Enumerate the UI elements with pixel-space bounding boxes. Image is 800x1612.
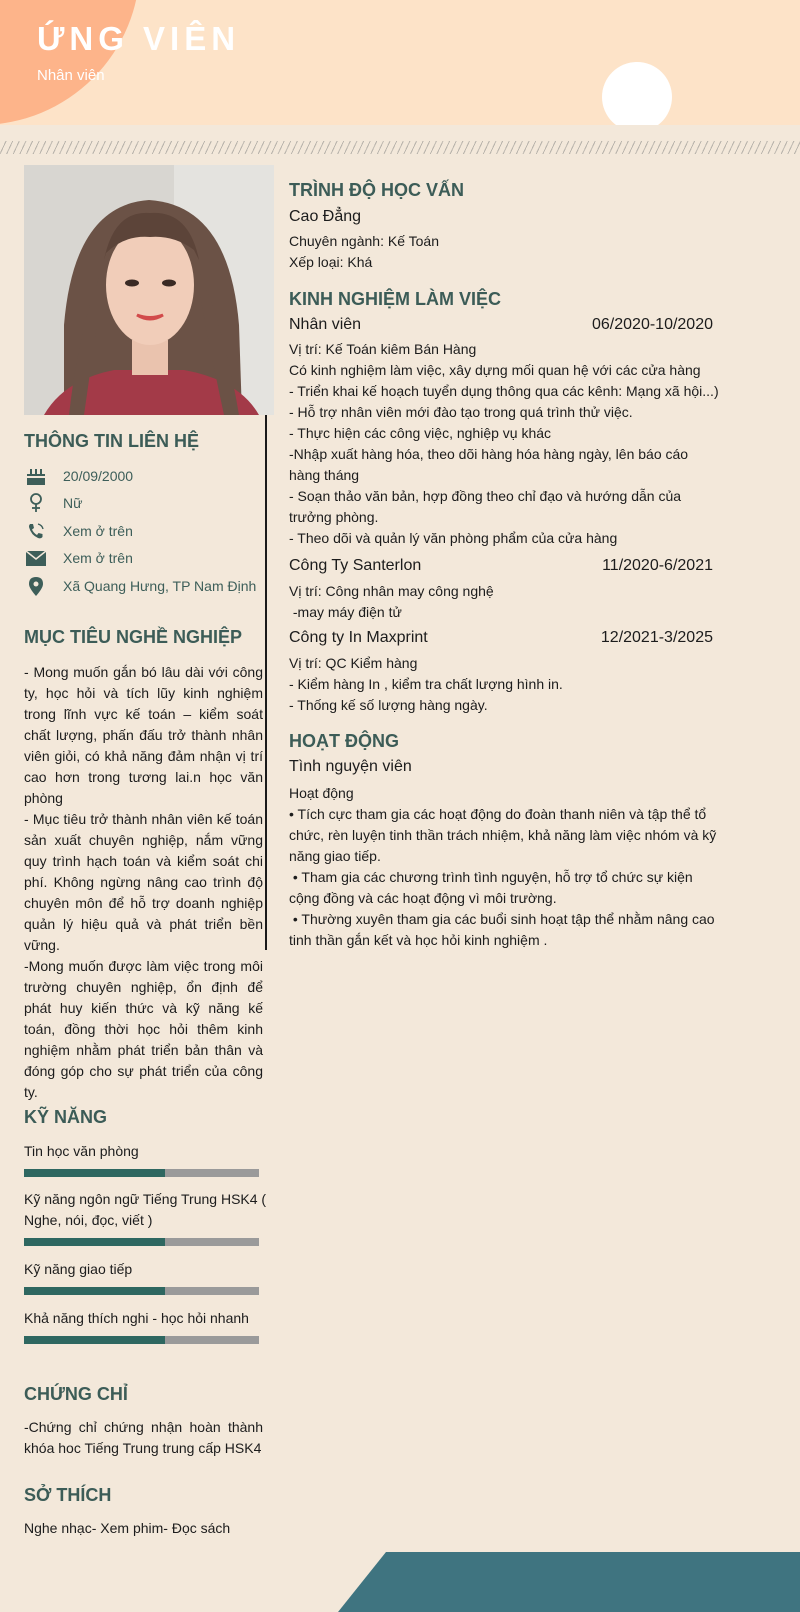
female-icon: [24, 493, 48, 513]
skill-bar-fill: [24, 1336, 165, 1344]
job-line: - Thống kế số lượng hàng ngày.: [289, 697, 488, 713]
birthday-cake-icon: [24, 466, 48, 486]
skill-bar: [24, 1336, 259, 1344]
job-details: [289, 653, 719, 716]
job-line: Vị trí: QC Kiểm hàng: [289, 655, 418, 671]
education-section-title: TRÌNH ĐỘ HỌC VẤN: [289, 180, 464, 200]
job-line: Vị trí: Kế Toán kiêm Bán Hàng: [289, 341, 477, 357]
education-school: Cao Đẳng: [289, 208, 362, 225]
job-line: Có kinh nghiệm làm việc, xây dựng mối quan hệ với các cửa hàng: [289, 362, 701, 378]
skill-label: Kỹ năng ngôn ngữ Tiếng Trung HSK4 ( Nghe, nói, đọc, viết ): [24, 1191, 267, 1228]
job-company: Công ty In Maxprint: [289, 629, 428, 646]
activity-line: • Tham gia các chương trình tình nguyện, hỗ trợ tổ chức sự kiện: [289, 869, 693, 885]
header-banner: [0, 0, 800, 125]
header-decor-circle: [602, 62, 672, 125]
contact-section-title: THÔNG TIN LIÊN HỆ: [24, 431, 199, 451]
objective-section-title: MỤC TIÊU NGHỀ NGHIỆP: [24, 627, 243, 647]
education-details: [289, 231, 719, 273]
skill-bar-fill: [24, 1169, 165, 1177]
contact-phone: [24, 519, 133, 543]
skill-label: Tin học văn phòng: [24, 1143, 139, 1159]
job-period: 11/2020-6/2021: [602, 557, 713, 574]
phone-icon: [24, 521, 48, 541]
activity-line: • Tích cực tham gia các hoạt động do đoàn thanh niên và tập thể tổ: [289, 806, 707, 822]
hobbies-section-title: SỞ THÍCH: [24, 1485, 112, 1505]
contact-email: [24, 546, 133, 570]
skill-bar: [24, 1287, 259, 1295]
certificates-text: -Chứng chỉ chứng nhận hoàn thành khóa hoc Tiếng Trung trung cấp HSK4: [24, 1419, 263, 1456]
job-company: Công Ty Santerlon: [289, 557, 422, 574]
activities-role: Tình nguyện viên: [289, 758, 412, 775]
activities-details: [289, 783, 719, 951]
skill-bar-fill: [24, 1238, 165, 1246]
job-period: 12/2021-3/2025: [600, 629, 713, 646]
education-line: Xếp loại: Khá: [289, 254, 373, 270]
job-line: Vị trí: Công nhân may công nghệ: [289, 583, 494, 599]
job-line: hàng tháng: [289, 467, 360, 483]
activity-line: Hoạt động: [289, 785, 354, 801]
email-text: Xem ở trên: [63, 550, 133, 566]
job-line: -Nhập xuất hàng hóa, theo dõi hàng hóa hàng ngày, lên báo cáo: [289, 446, 689, 462]
job-period: 06/2020-10/2020: [592, 316, 713, 333]
address-text: Xã Quang Hưng, TP Nam Định: [63, 578, 257, 594]
contact-gender: [24, 491, 82, 515]
job-line: - Hỗ trợ nhân viên mới đào tạo trong quá trình thử việc.: [289, 404, 633, 420]
job-line: trưởng phòng.: [289, 509, 379, 525]
candidate-role: Nhân viên: [37, 67, 105, 84]
job-line: - Thực hiện các công việc, nghiệp vụ khác: [289, 425, 552, 441]
skill-bar: [24, 1169, 259, 1177]
activity-line: chức, rèn luyện tinh thần trách nhiệm, khả năng làm việc nhóm và kỹ: [289, 827, 717, 843]
certificates-section-title: CHỨNG CHỈ: [24, 1384, 128, 1404]
phone-text: Xem ở trên: [63, 523, 133, 539]
candidate-name: ỨNG VIÊN: [37, 20, 241, 57]
objective-text: - Mong muốn gắn bó lâu dài với công ty, học hỏi và tích lũy kinh nghiệm trong lĩnh vực kế toán – kiểm soát chất lượng, phấn đấu trở thành nhân viên giỏi, có khả năng đảm nhận vị trí cao hơn trong tương lai.n học văn phòng - Mục tiêu trở thành nhân viên kế toán sản xuất chuyên nghiệp, nắm vững quy trình hạch toán và kiểm soát chi phí. Không ngừng nâng cao trình độ chuyên môn để hỗ trợ doanh nghiệp quản lý hiệu quả và phát triển bền vững. -Mong muốn được làm việc trong môi trường chuyên nghiệp, ổn định để phát huy kiến thức và kỹ năng kế toán, đồng thời học hỏi thêm kinh nghiệm nhằm phát triển bản thân và đóng góp cho sự phát triển của công ty.: [24, 664, 263, 1100]
skills-section-title: KỸ NĂNG: [24, 1107, 108, 1127]
contact-birthday: [24, 464, 133, 488]
map-marker-icon: [24, 576, 48, 596]
skill-label: Kỹ năng giao tiếp: [24, 1261, 133, 1277]
hatch-divider: [0, 141, 800, 154]
job-company: Nhân viên: [289, 316, 362, 333]
contact-address: [24, 574, 256, 598]
header-decor-shape: [0, 0, 140, 125]
job-line: - Soạn thảo văn bản, hợp đồng theo chỉ đạo và hướng dẫn của: [289, 488, 682, 504]
education-line: Chuyên ngành: Kế Toán: [289, 233, 439, 249]
activities-section-title: HOẠT ĐỘNG: [289, 731, 399, 751]
footer-decor-shape: [338, 1552, 800, 1612]
job-line: -may máy điện tử: [289, 604, 402, 620]
job-line: - Triển khai kế hoạch tuyển dụng thông qua các kênh: Mạng xã hội...): [289, 383, 719, 399]
activity-line: năng giao tiếp.: [289, 848, 381, 864]
activity-line: • Thường xuyên tham gia các buổi sinh hoạt tập thể nhằm nâng cao: [289, 911, 715, 927]
profile-photo: [24, 165, 274, 415]
job-details: [289, 339, 719, 549]
hobbies-text: Nghe nhạc- Xem phim- Đọc sách: [24, 1520, 231, 1536]
skill-label: Khả năng thích nghi - học hỏi nhanh: [24, 1310, 249, 1326]
envelope-icon: [24, 548, 48, 568]
activity-line: cộng đồng và các hoạt động vì môi trường.: [289, 890, 557, 906]
job-line: - Theo dõi và quản lý văn phòng phẩm của cửa hàng: [289, 530, 618, 546]
job-details: [289, 581, 719, 623]
activity-line: tinh thần gắn kết và học hỏi kinh nghiệm .: [289, 932, 548, 948]
skill-bar: [24, 1238, 259, 1246]
experience-section-title: KINH NGHIỆM LÀM VIỆC: [289, 289, 502, 309]
gender-text: Nữ: [63, 495, 83, 511]
birthday-text: 20/09/2000: [63, 468, 134, 484]
skill-bar-fill: [24, 1287, 165, 1295]
job-line: - Kiểm hàng In , kiểm tra chất lượng hình in.: [289, 676, 563, 692]
